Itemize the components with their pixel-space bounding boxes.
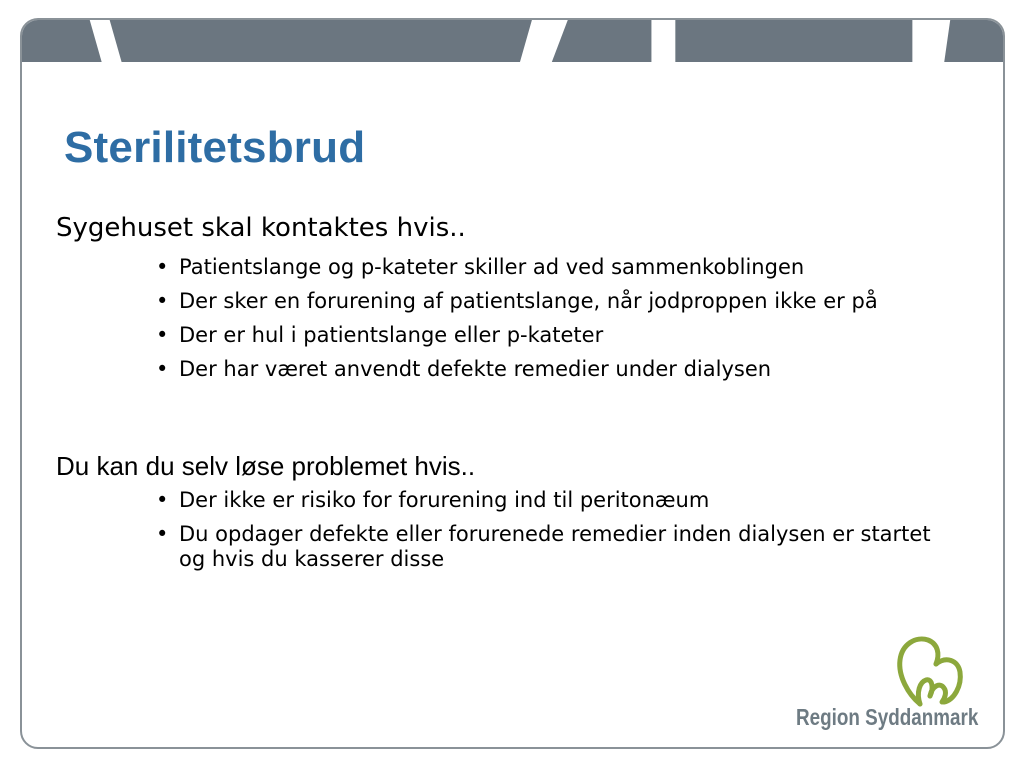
section-heading-self-help: Du kan du selv løse problemet hvis.. <box>56 451 476 481</box>
header-segment <box>552 20 652 62</box>
header-segment <box>110 20 532 62</box>
header-bar <box>22 20 1003 62</box>
bullet-item: • Der har været anvendt defekte remedier under dialysen <box>156 357 956 382</box>
bullet-item: • Der er hul i patientslange eller p-kateter <box>156 323 956 348</box>
bullet-item: • Du opdager defekte eller forurenede remedier inden dialysen er startet og hvis du kasserer disse <box>156 522 956 572</box>
header-segment <box>675 20 912 62</box>
region-syddanmark-logo-icon <box>890 634 970 710</box>
section-heading-contact: Sygehuset skal kontaktes hvis.. <box>56 213 466 243</box>
slide-title: Sterilitetsbrud <box>64 123 366 172</box>
bullet-item: • Patientslange og p-kateter skiller ad ved sammenkoblingen <box>156 255 956 280</box>
header-segment <box>22 20 102 62</box>
logo-text: Region Syddanmark <box>796 704 979 730</box>
contact-bullet-list <box>156 255 956 391</box>
region-syddanmark-logo <box>794 634 994 734</box>
bullet-item: • Der ikke er risiko for forurening ind til peritonæum <box>156 488 956 513</box>
slide <box>20 18 1005 749</box>
bullet-item: • Der sker en forurening af patientslange, når jodproppen ikke er på <box>156 289 956 314</box>
header-segment <box>944 20 1003 62</box>
self-help-bullet-list <box>156 488 956 581</box>
